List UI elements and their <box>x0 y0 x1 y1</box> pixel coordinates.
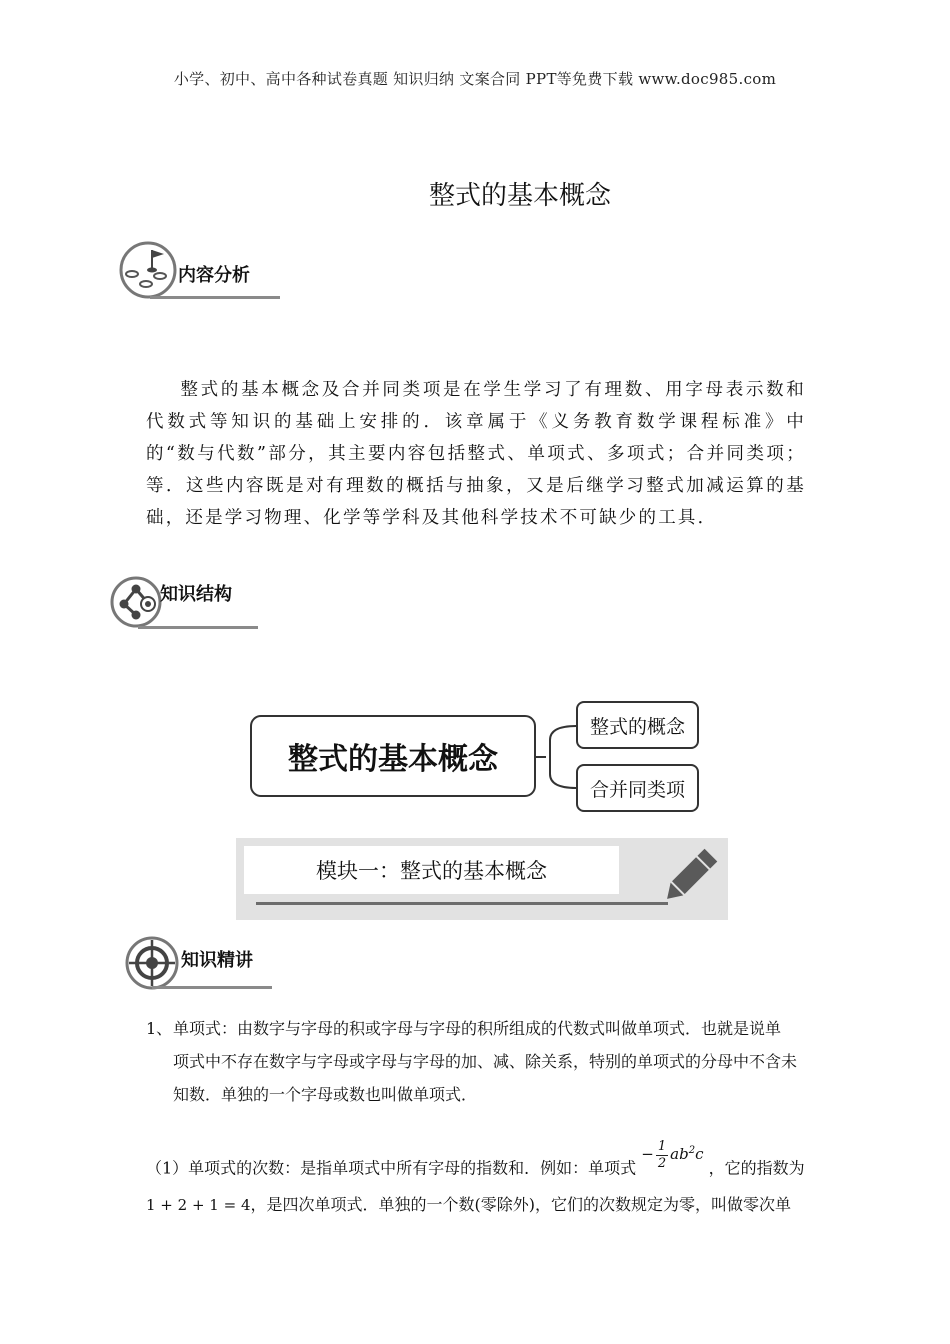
target-flag-icon <box>118 240 182 300</box>
section-rule <box>150 296 280 299</box>
fraction-denominator: 2 <box>657 1155 667 1171</box>
network-icon <box>109 575 165 631</box>
module-banner <box>236 838 728 920</box>
mindmap-child-combine: 合并同类项 <box>576 764 699 812</box>
mindmap-connector <box>536 700 580 816</box>
header-banner: 小学、初中、高中各种试卷真题 知识归纳 文案合同 PPT等免费下载 www.doc985.com <box>173 70 777 88</box>
variable-c: c <box>695 1145 704 1163</box>
fraction <box>656 1139 668 1172</box>
sub-prefix: （1）单项式的次数：是指单项式中所有字母的指数和．例如：单项式 <box>146 1158 637 1178</box>
sub-after-frac: ，它的指数为 <box>708 1158 805 1178</box>
variables-ab: ab <box>670 1145 689 1163</box>
item-body <box>173 1012 806 1111</box>
section-rule <box>138 626 258 629</box>
sub-item-1 <box>146 1138 808 1222</box>
mindmap-child-concept: 整式的概念 <box>576 701 699 749</box>
exponent: 2 <box>688 1145 696 1156</box>
item-line-1: 单项式：由数字与字母的积或字母与字母的积所组成的代数式叫做单项式．也就是说单 <box>173 1019 782 1038</box>
page-title: 整式的基本概念 <box>428 181 611 211</box>
analysis-paragraph <box>146 374 806 534</box>
equation: 1 + 2 + 1 = 4 <box>146 1195 251 1214</box>
section-title-knowledge-structure: 知识结构 <box>160 584 232 605</box>
module-title: 模块一：整式的基本概念 <box>244 846 619 894</box>
item-number: 1、 <box>146 1019 173 1038</box>
monomial-expression <box>641 1134 703 1172</box>
target-icon <box>124 935 182 993</box>
fraction-numerator: 1 <box>657 1138 667 1154</box>
pencil-icon <box>658 844 720 910</box>
section-title-knowledge-lecture: 知识精讲 <box>181 950 253 971</box>
item-line-2: 项式中不存在数字与字母或字母与字母的加、减、除关系，特别的单项式的分母中不含未知数．单独的一个字母或数也叫做单项式． <box>173 1052 798 1104</box>
module-underline <box>256 902 668 905</box>
section-rule <box>152 986 272 989</box>
minus-sign: − <box>641 1145 654 1163</box>
mindmap-root: 整式的基本概念 <box>250 715 536 797</box>
sub-suffix: ，是四次单项式．单独的一个数(零除外)，它们的次数规定为零，叫做零次单 <box>250 1194 791 1214</box>
definition-item-1 <box>146 1012 806 1111</box>
section-title-content-analysis: 内容分析 <box>178 265 250 286</box>
analysis-text: 整式的基本概念及合并同类项是在学生学习了有理数、用字母表示数和代数式等知识的基础上安排的．该章属于《义务教育数学课程标准》中的“数与代数”部分，其主要内容包括整式、单项式、多项式；合并同类项；等．这些内容既是对有理数的概括与抽象，又是后继学习整式加减运算的基础，还是学习物理、化学等学科及其他科学技术不可缺少的工具． <box>146 380 806 528</box>
